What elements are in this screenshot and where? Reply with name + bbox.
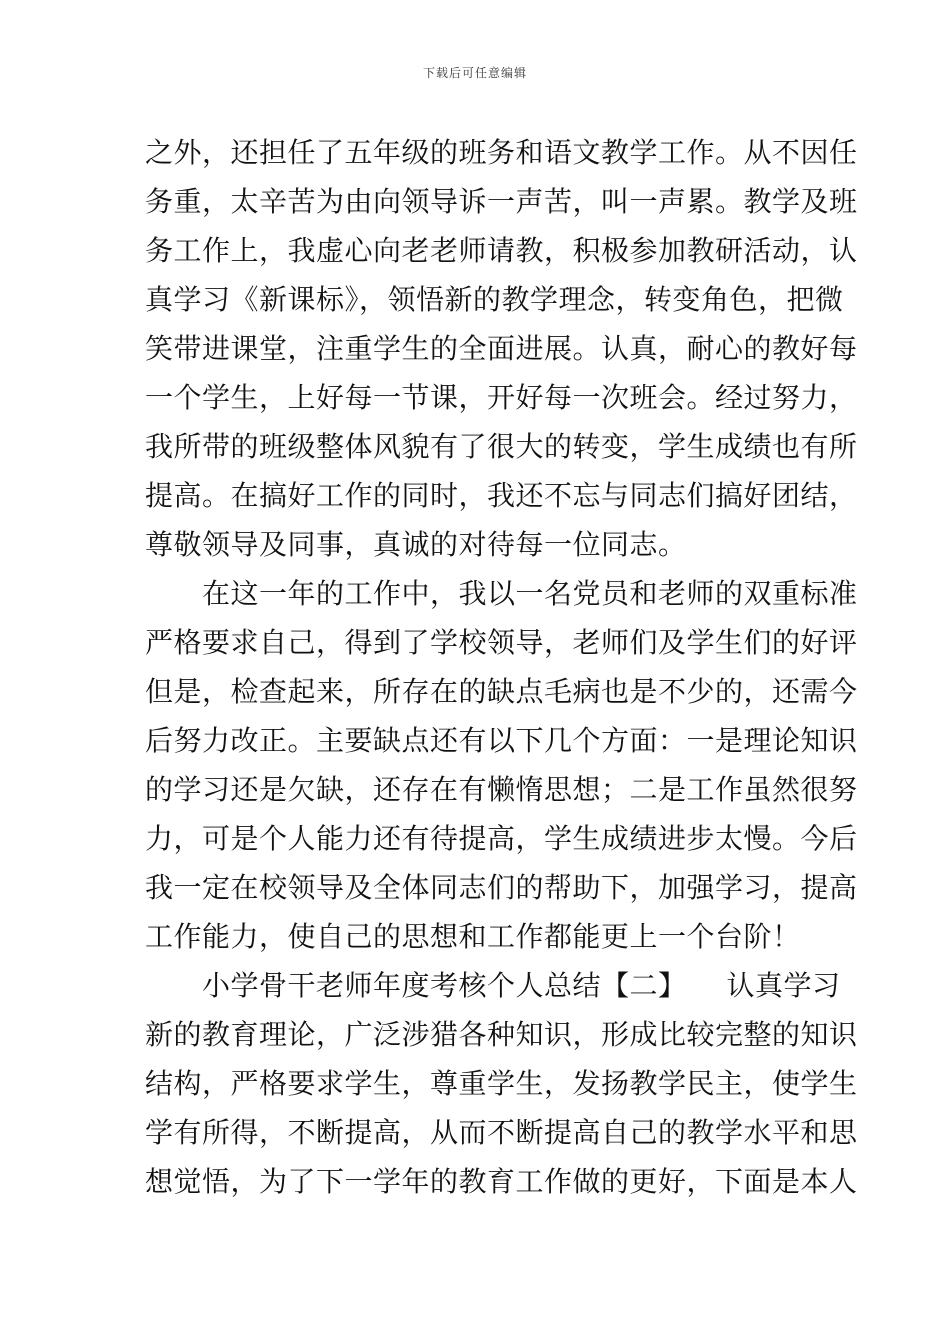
text-line: 但是，检查起来，所存在的缺点毛病也是不少的，还需今	[145, 675, 858, 708]
text-line: 之外，还担任了五年级的班务和语文教学工作。从不因任	[145, 136, 858, 169]
header-note: 下载后可任意编辑	[422, 66, 527, 80]
text-line: 在这一年的工作中，我以一名党员和老师的双重标准	[145, 577, 858, 610]
text-line: 的学习还是欠缺，还存在有懒惰思想；二是工作虽然很努	[145, 773, 858, 806]
document-body	[145, 128, 858, 1206]
text-line: 我所带的班级整体风貌有了很大的转变，学生成绩也有所	[145, 430, 858, 463]
text-line: 真学习《新课标》，领悟新的教学理念，转变角色，把微	[145, 283, 844, 316]
text-line: 务工作上，我虚心向老老师请教，积极参加教研活动，认	[145, 234, 858, 267]
text-line: 我一定在校领导及全体同志们的帮助下，加强学习，提高	[145, 871, 858, 904]
heading-continuation: 认真学习	[726, 969, 841, 1002]
text-line: 提高。在搞好工作的同时，我还不忘与同志们搞好团结，	[145, 479, 858, 512]
text-line: 力，可是个人能力还有待提高，学生成绩进步太慢。今后	[145, 822, 858, 855]
text-line: 新的教育理论，广泛涉猎各种知识，形成比较完整的知识	[145, 1018, 858, 1051]
text-line: 严格要求自己，得到了学校领导，老师们及学生们的好评	[145, 626, 858, 659]
text-line: 工作能力，使自己的思想和工作都能更上一个台阶！	[145, 920, 801, 953]
section-heading-line	[145, 961, 841, 1010]
text-line: 务重，太辛苦为由向领导诉一声苦，叫一声累。教学及班	[145, 185, 858, 218]
text-line: 尊敬领导及同事，真诚的对待每一位同志。	[145, 528, 687, 561]
text-line: 想觉悟，为了下一学年的教育工作做的更好，下面是本人	[145, 1165, 858, 1198]
text-line: 结构，严格要求学生，尊重学生，发扬教学民主，使学生	[145, 1067, 858, 1100]
section-heading: 小学骨干老师年度考核个人总结【二】	[145, 969, 687, 1002]
text-line: 一个学生，上好每一节课，开好每一次班会。经过努力，	[145, 381, 858, 414]
text-line: 后努力改正。主要缺点还有以下几个方面：一是理论知识	[145, 724, 858, 757]
text-line: 学有所得，不断提高，从而不断提高自己的教学水平和思	[145, 1116, 858, 1149]
text-line: 笑带进课堂，注重学生的全面进展。认真，耐心的教好每	[145, 332, 858, 365]
